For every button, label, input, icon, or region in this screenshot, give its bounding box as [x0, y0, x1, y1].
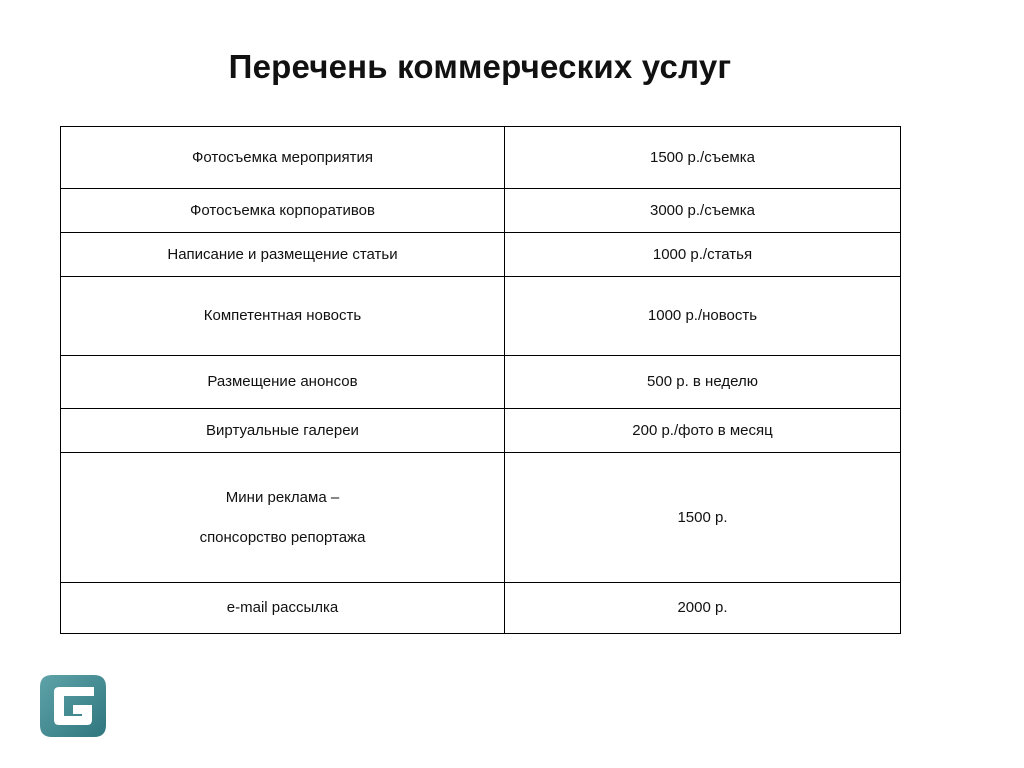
table-row: [61, 233, 901, 277]
service-name-cell: Написание и размещение статьи: [61, 233, 505, 277]
service-name-line: Мини реклама –: [225, 488, 340, 506]
service-price-cell: 1000 р./статья: [505, 233, 901, 277]
service-name-cell: e-mail рассылка: [61, 583, 505, 634]
service-name-cell: Виртуальные галереи: [61, 409, 505, 453]
service-name-cell: [61, 453, 505, 583]
service-price-cell: 1000 р./новость: [505, 277, 901, 356]
table-row: [61, 453, 901, 583]
table-row: [61, 583, 901, 634]
service-price-cell: 2000 р.: [505, 583, 901, 634]
page-title: Перечень коммерческих услуг: [228, 48, 732, 85]
logo-outer-shape: [40, 675, 106, 737]
service-price-cell: 200 р./фото в месяц: [505, 409, 901, 453]
service-name-cell: Размещение анонсов: [61, 356, 505, 409]
services-price-table: [60, 126, 901, 634]
company-logo-icon: [40, 675, 106, 737]
table-row: [61, 277, 901, 356]
service-name-cell: Компетентная новость: [61, 277, 505, 356]
service-price-cell: 1500 р./съемка: [505, 127, 901, 189]
service-price-cell: 1500 р.: [505, 453, 901, 583]
service-name-cell: Фотосъемка корпоративов: [61, 189, 505, 233]
table-row: [61, 189, 901, 233]
table-row: [61, 356, 901, 409]
service-price-cell: 500 р. в неделю: [505, 356, 901, 409]
service-name-line: спонсорство репортажа: [199, 528, 366, 546]
table-row: [61, 127, 901, 189]
table-row: [61, 409, 901, 453]
service-name-cell: Фотосъемка мероприятия: [61, 127, 505, 189]
service-price-cell: 3000 р./съемка: [505, 189, 901, 233]
